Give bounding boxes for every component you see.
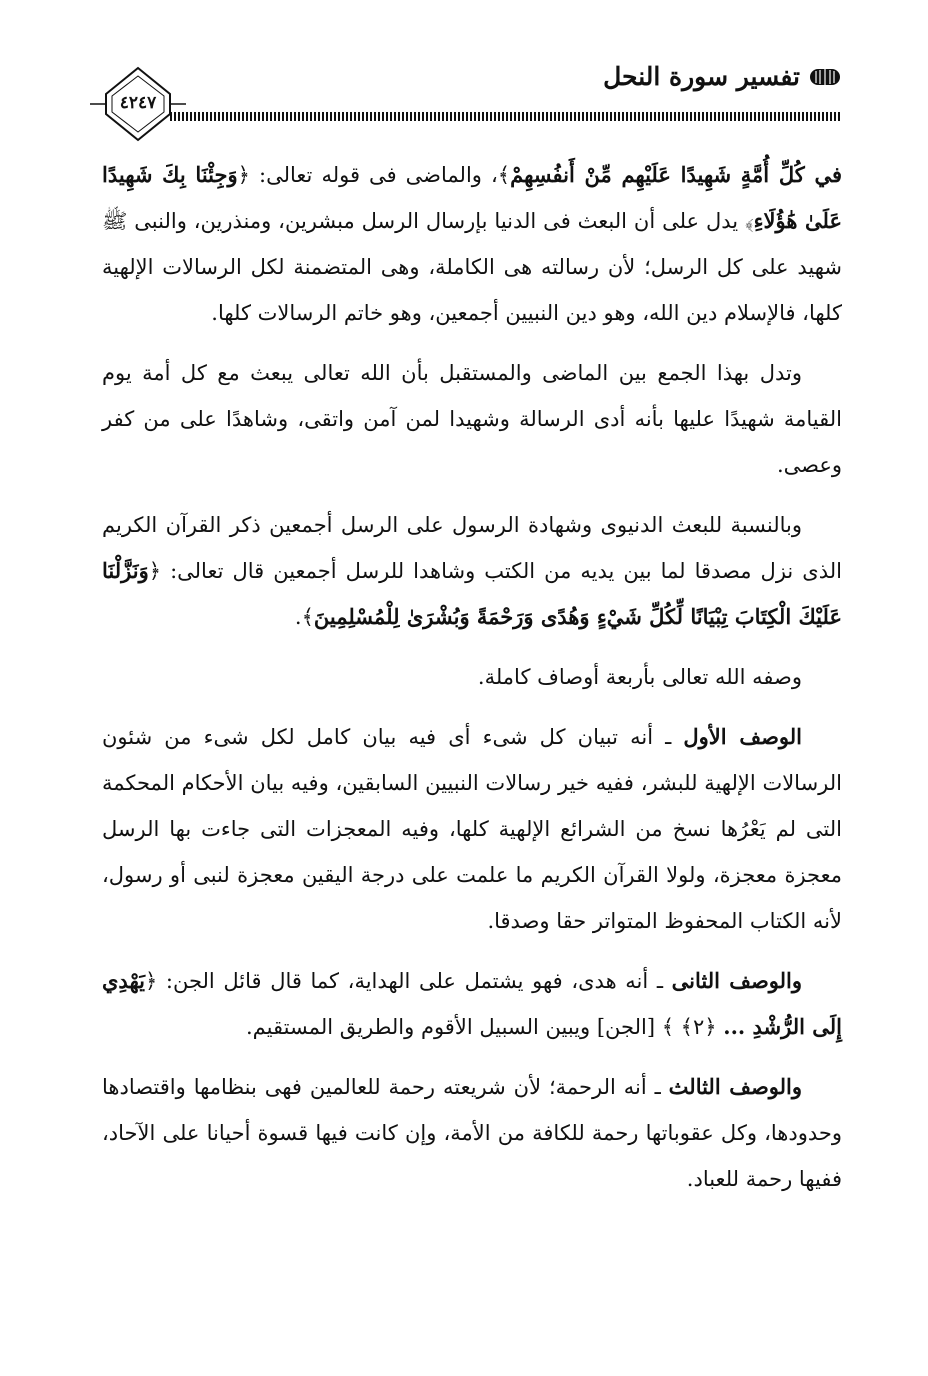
body-text: ﴿٢﴾ ﴾ [الجن] ويبين السبيل الأقوم والطريق المستقيم. bbox=[246, 1015, 724, 1039]
running-header-title: تفسير سورة النحل bbox=[603, 62, 800, 91]
quran-verse: في كُلِّ أُمَّةٍ شَهِيدًا عَلَيْهِم مِّنْ أَنفُسِهِمْ bbox=[510, 162, 843, 187]
page-body bbox=[102, 152, 842, 1216]
body-text: ﴾، والماضى فى قوله تعالى: ﴿ bbox=[237, 163, 511, 187]
section-lead: والوصف الثالث bbox=[668, 1074, 803, 1099]
flower-ornament-icon bbox=[808, 66, 842, 88]
section-lead: الوصف الأول bbox=[683, 724, 802, 749]
body-text: ـ أنه الرحمة؛ لأن شريعته رحمة للعالمين فهى بنظامها واقتصادها وحدودها، وكل عقوباتها رحمة للكافة من الأمة، وإن كانت فيها قسوة أحيانا على الآحاد، ففيها رحمة للعباد. bbox=[102, 1075, 842, 1191]
paragraph bbox=[102, 958, 842, 1050]
body-text: وتدل بهذا الجمع بين الماضى والمستقبل بأن الله تعالى يبعث مع كل أمة يوم القيامة شهيدًا عليها بأنه أدى الرسالة وشهيدا لمن آمن واتقى، وشاهدًا على من كفر وعصى. bbox=[102, 361, 842, 477]
body-text: ـ أنه تبيان كل شىء أى فيه بيان كامل لكل شىء من شئون الرسالات الإلهية للبشر، ففيه خير رسالات النبيين السابقين، وفيه بيان الأحكام المحكمة التى لم يَعْرُها نسخ من الشرائع الإلهية كلها، وفيه المعجزات التى جاءت بها الرسل معجزة معجزة، ولولا القرآن الكريم ما علمت على درجة اليقين معجزة لنبى أو رسول، لأنه الكتاب المحفوظ المتواتر حقا وصدقا. bbox=[102, 725, 842, 933]
page-number: ٤٢٤٧ bbox=[119, 93, 157, 113]
quran-verse: يَهْدِي إِلَى الرُّشْدِ ... bbox=[102, 968, 842, 1039]
body-text: وصفه الله تعالى بأربعة أوصاف كاملة. bbox=[477, 665, 802, 689]
paragraph bbox=[102, 1064, 842, 1202]
section-lead: والوصف الثانى bbox=[671, 968, 802, 993]
paragraph bbox=[102, 152, 842, 336]
paragraph bbox=[102, 350, 842, 488]
paragraph bbox=[102, 654, 842, 700]
body-text: ـ أنه هدى، فهو يشتمل على الهداية، كما قال قائل الجن: ﴿ bbox=[144, 969, 672, 993]
paragraph bbox=[102, 502, 842, 640]
quran-verse: وَجِئْنَا بِكَ شَهِيدًا عَلَىٰ هَٰؤُلَاءِ bbox=[102, 162, 842, 233]
header-rule bbox=[170, 112, 842, 121]
paragraph bbox=[102, 714, 842, 944]
quran-verse: وَنَزَّلْنَا عَلَيْكَ الْكِتَابَ تِبْيَانًا لِّكُلِّ شَيْءٍ وَهُدًى وَرَحْمَةً وَبُشْرَىٰ لِلْمُسْلِمِينَ bbox=[102, 558, 842, 629]
body-text: ﴾. bbox=[294, 605, 314, 629]
body-text: وبالنسبة للبعث الدنيوى وشهادة الرسول على الرسل أجمعين ذكر القرآن الكريم الذى نزل مصدقا لما بين يديه من الكتب وشاهدا للرسل أجمعين قال تعالى: ﴿ bbox=[102, 513, 842, 583]
body-text: ﴾ يدل على أن البعث فى الدنيا بإرسال الرسل مبشرين، ومنذرين، والنبى ﷺ شهيد على كل الرسل؛ لأن رسالته هى الكاملة، وهى المتضمنة لكل الرسالات الإلهية كلها، فالإسلام دين الله، وهو دين النبيين أجمعين، وهو خاتم الرسالات كلها. bbox=[102, 209, 842, 325]
